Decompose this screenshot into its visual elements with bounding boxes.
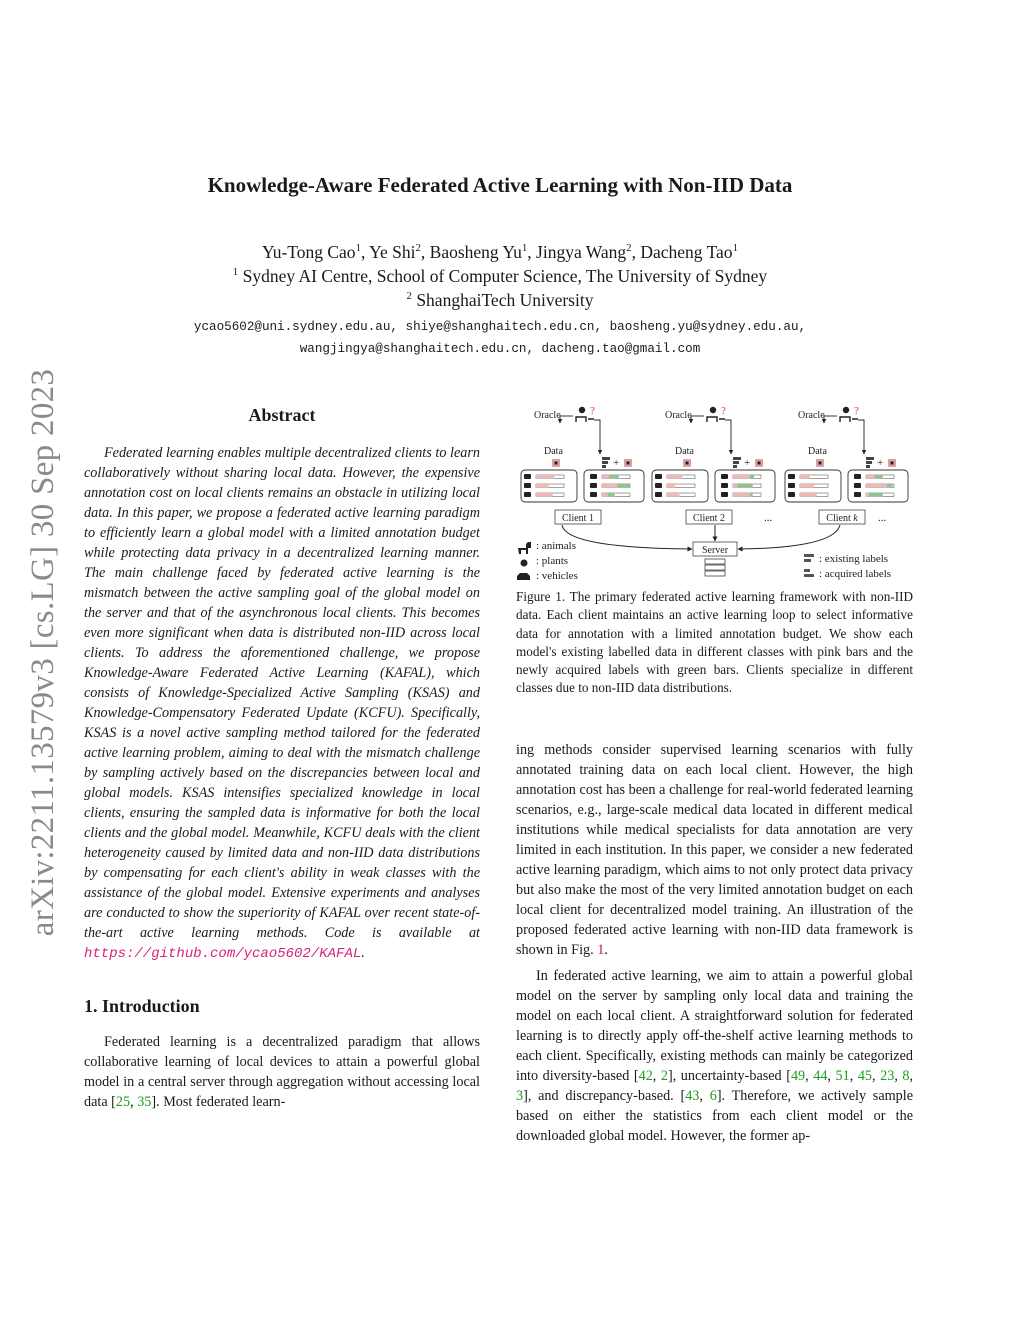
oracle-label: Oracle bbox=[798, 410, 825, 421]
oracle-icon bbox=[579, 407, 585, 413]
paper-title: Knowledge-Aware Federated Active Learning with Non-IID Data bbox=[207, 173, 793, 197]
lock-keyhole bbox=[555, 462, 558, 465]
lock-keyhole bbox=[758, 462, 761, 465]
figure-caption: Figure 1. The primary federated active learning framework with non-IID data. Each client maintains an active learning loop to select informative data for annotation with a limited annotation budget. We show each model's existing labelled data in different classes with pink bars and the newly acquired labels with green bars. Clients specialize in different classes due to non-IID data distributions. bbox=[516, 589, 913, 696]
acquired-label-bar bbox=[750, 493, 753, 496]
citation-link[interactable]: 3 bbox=[516, 1087, 524, 1104]
citation-link[interactable]: 43 bbox=[685, 1087, 700, 1104]
label-icon bbox=[733, 465, 737, 468]
author-block bbox=[0, 240, 1000, 312]
author-name: Baosheng Yu bbox=[429, 242, 522, 262]
email-line: wangjingya@shanghaitech.edu.cn, dacheng.tao@gmail.com bbox=[299, 342, 701, 356]
uncertainty-citations: 49, 44, 51, 45, 23, 8, 3 bbox=[516, 1067, 914, 1104]
vehicle-icon bbox=[590, 492, 597, 497]
author-name: Ye Shi bbox=[369, 242, 416, 262]
legend-right bbox=[804, 553, 891, 580]
email-line: ycao5602@uni.sydney.edu.au, shiye@shanghaitech.edu.cn, baosheng.yu@sydney.edu.au, bbox=[193, 320, 807, 334]
vehicle-icon bbox=[854, 492, 861, 497]
acquired-label-bar bbox=[617, 484, 630, 487]
existing-label-bar bbox=[667, 484, 675, 487]
animal-icon bbox=[788, 474, 795, 479]
vehicle-icon bbox=[788, 492, 795, 497]
existing-label-bar bbox=[667, 475, 682, 478]
client-label: Client 1 bbox=[562, 513, 594, 524]
existing-label-bar bbox=[602, 493, 608, 496]
author-affiliation-mark: 2 bbox=[415, 242, 421, 255]
vehicle-icon bbox=[517, 573, 530, 580]
label-icon bbox=[602, 457, 610, 460]
plus-sign: + bbox=[877, 457, 884, 469]
animal-icon bbox=[518, 542, 531, 554]
oracle-desk-icon bbox=[707, 417, 725, 422]
author-name: Jingya Wang bbox=[536, 242, 627, 262]
existing-label-bar bbox=[733, 475, 750, 478]
author-affiliation-mark: 2 bbox=[626, 242, 632, 255]
oracle-label: Oracle bbox=[534, 410, 561, 421]
animal-icon bbox=[590, 474, 597, 479]
author-name: Dacheng Tao bbox=[640, 242, 733, 262]
label-icon bbox=[602, 461, 608, 464]
existing-label-bar bbox=[667, 493, 680, 496]
plant-icon bbox=[854, 483, 861, 488]
citation-link[interactable]: 35 bbox=[137, 1094, 152, 1110]
author-affiliation-mark: 1 bbox=[355, 242, 361, 255]
acquired-label-bar bbox=[750, 475, 754, 478]
question-mark: ? bbox=[590, 405, 595, 417]
oracle-icon bbox=[710, 407, 716, 413]
author-emails bbox=[0, 316, 1000, 360]
existing-label-bar bbox=[602, 475, 609, 478]
intro-continued bbox=[516, 740, 913, 1146]
server-label: Server bbox=[701, 545, 729, 556]
plus-sign: + bbox=[744, 457, 751, 469]
citation-link[interactable]: 25 bbox=[115, 1094, 131, 1110]
vehicle-icon bbox=[524, 492, 531, 497]
author-affiliation-mark: 1 bbox=[521, 242, 528, 255]
question-mark: ? bbox=[721, 405, 726, 417]
code-link[interactable]: https://github.com/ycao5602/KAFAL bbox=[84, 946, 362, 962]
existing-label-bar bbox=[536, 484, 549, 487]
introduction-heading: 1. Introduction bbox=[84, 996, 200, 1016]
lock-keyhole bbox=[686, 462, 689, 465]
existing-label-bar bbox=[800, 475, 810, 478]
client-k-arrow bbox=[738, 525, 840, 549]
client-label: Client k bbox=[826, 513, 858, 524]
oracle-label: Oracle bbox=[665, 410, 692, 421]
framework-diagram bbox=[516, 402, 913, 582]
question-mark: ? bbox=[854, 405, 859, 417]
legend-acquired: : acquired labels bbox=[819, 568, 892, 580]
intro-paragraph: Federated learning is a decentralized paradigm that allows collaborative learning of local devices to attain a powerful global model in a central server through aggregation without accessing local data [25, 35]. Most federated learn- bbox=[84, 1034, 480, 1110]
lock-keyhole bbox=[819, 462, 822, 465]
legend-plants: : plants bbox=[536, 555, 569, 567]
affiliation-2: $^2$ ShanghaiTech University bbox=[406, 290, 594, 310]
left-column bbox=[84, 403, 480, 1112]
citation-link[interactable]: 49 bbox=[790, 1067, 806, 1084]
existing-label-bar bbox=[800, 484, 814, 487]
plant-icon bbox=[590, 483, 597, 488]
affiliation-1: $^1$ Sydney AI Centre, School of Computer Science, The University of Sydney bbox=[232, 266, 768, 286]
existing-label-bar bbox=[866, 475, 874, 478]
existing-label-bar bbox=[733, 493, 750, 496]
citation-link[interactable]: 51 bbox=[835, 1067, 850, 1084]
animal-icon bbox=[854, 474, 861, 479]
existing-label-bar bbox=[602, 484, 617, 487]
citation-link[interactable]: 2 bbox=[660, 1067, 668, 1084]
vehicle-icon bbox=[655, 492, 662, 497]
oracle-desk-icon bbox=[576, 417, 594, 422]
legend-left bbox=[517, 540, 578, 582]
body-paragraph: ing methods consider supervised learning scenarios with fully annotated training data on each local client. However, the high annotation cost has been a challenge for real-world federated learning scenarios, e.g., large-scale medical data located in different medical institutions while medical specialists for data annotation are very limited in each institution. In this paper, we consider a new federated active learning paradigm, which aims to not only protect data privacy but also make the most of the very limited annotation budget on each local client for decentralized model training. An illustration of the proposed federated active learning with non-IID data framework is shown in Fig. 1. bbox=[516, 741, 913, 958]
vehicle-icon bbox=[721, 492, 728, 497]
existing-label-bar bbox=[800, 493, 817, 496]
plant-icon bbox=[655, 483, 662, 488]
legend-animals: : animals bbox=[536, 540, 577, 552]
right-column bbox=[516, 402, 913, 1146]
acquired-icon bbox=[804, 569, 810, 572]
label-icon bbox=[866, 457, 874, 460]
animal-icon bbox=[655, 474, 662, 479]
plant-icon bbox=[788, 483, 795, 488]
abstract-heading: Abstract bbox=[248, 405, 316, 425]
acquired-label-bar bbox=[737, 484, 752, 487]
author-name: Yu-Tong Cao bbox=[262, 242, 356, 262]
citation-link[interactable]: 6 bbox=[709, 1087, 717, 1104]
animal-icon bbox=[721, 474, 728, 479]
figure-1 bbox=[516, 402, 913, 582]
data-label: Data bbox=[808, 446, 827, 457]
citation-link[interactable]: 44 bbox=[813, 1067, 828, 1084]
animal-icon bbox=[524, 474, 531, 479]
ellipsis: ... bbox=[764, 512, 773, 524]
arxiv-id: arXiv:2211.13579v3 [cs.LG] 30 Sep 2023 bbox=[25, 368, 62, 937]
plant-icon bbox=[524, 483, 531, 488]
acquired-label-bar bbox=[869, 493, 883, 496]
lock-keyhole bbox=[891, 462, 894, 465]
existing-label-bar bbox=[536, 475, 554, 478]
existing-label-bar bbox=[536, 493, 553, 496]
label-arrow bbox=[725, 420, 731, 454]
author-affiliation-mark: 1 bbox=[732, 242, 738, 255]
legend-vehicles: : vehicles bbox=[536, 570, 578, 582]
lock-keyhole bbox=[627, 462, 630, 465]
client-label: Client 2 bbox=[693, 513, 725, 524]
ellipsis: ... bbox=[878, 512, 887, 524]
citation-link[interactable]: 45 bbox=[857, 1067, 873, 1084]
author-names: Yu-Tong Cao$^1$, Ye Shi$^2$, Baosheng Yu$^1$, Jingya Wang$^2$, Dacheng Tao$^1$ bbox=[262, 242, 738, 262]
label-icon bbox=[866, 465, 870, 468]
plus-sign: + bbox=[613, 457, 620, 469]
acquired-label-bar bbox=[887, 484, 893, 487]
acquired-label-bar bbox=[874, 475, 882, 478]
abstract-text: Federated learning enables multiple decentralized clients to learn collaboratively without sharing local data. However, the expensive annotation cost on local clients remains an obstacle in utilizing local data. In this paper, we propose a federated active learning paradigm to efficiently learn a global model with a limited annotation budget while protecting data privacy in a decentralized learning manner. The main challenge faced by federated active learning is the mismatch between the active sampling goal of the global model on the server and that of the asynchronous local clients. This becomes even more significant when data is distributed non-IID across local clients. To address the aforementioned challenge, we propose Knowledge-Aware Federated Active Learning (KAFAL), which consists of Knowledge-Specialized Active Sampling (KSAS) and Knowledge-Compensatory Federated Update (KCFU). Specifically, KSAS is a novel active sampling method tailored for the federated active learning problem, aiming to deal with the mismatch challenge by sampling actively based on the discrepancies between local and global models. KSAS intensifies specialized knowledge in local clients, ensuring the sampled data is informative for both the local clients and the global model. Meanwhile, KCFU deals with the client heterogeneity caused by limited data and non-IID data distributions by compensating for each client's ability in weak classes with the assistance of the global model. Extensive experiments and analyses are conducted to show the superiority of KAFAL over recent state-of-the-art active learning methods. Code is available at https://github.com/ycao5602/KAFAL. bbox=[84, 445, 480, 962]
oracle-desk-icon bbox=[840, 417, 858, 422]
arxiv-stamp bbox=[18, 355, 70, 950]
label-arrow bbox=[594, 420, 600, 454]
existing-label-bar bbox=[866, 484, 887, 487]
acquired-label-bar bbox=[609, 475, 619, 478]
citation-link[interactable]: 8 bbox=[902, 1067, 910, 1084]
client-1-arrow bbox=[562, 525, 692, 549]
data-label: Data bbox=[544, 446, 563, 457]
existing-label-bar bbox=[866, 493, 869, 496]
label-icon bbox=[733, 457, 741, 460]
data-label: Data bbox=[675, 446, 694, 457]
legend-existing: : existing labels bbox=[819, 553, 889, 565]
citation-link[interactable]: 42 bbox=[638, 1067, 653, 1084]
citation-link[interactable]: 23 bbox=[880, 1067, 895, 1084]
body-paragraph: In federated active learning, we aim to attain a powerful global model on the server by sampling only local data and training the model on each local client. A straightforward solution for federated learning is to directly apply off-the-shelf active learning methods to each client. Specifically, existing methods can mainly be categorized into diversity-based [42, 2], uncertainty-based [49, 44, 51, 45, 23, 8, 3], and discrepancy-based. [43, 6]. Therefore, we actively sample based on either the statistics from each client model or the downloaded global model. However, the former ap- bbox=[516, 967, 914, 1144]
plant-icon bbox=[521, 560, 528, 567]
label-icon bbox=[602, 465, 606, 468]
figure-ref-link[interactable]: 1 bbox=[597, 941, 605, 958]
label-arrow bbox=[858, 420, 864, 454]
existing-icon bbox=[804, 554, 814, 557]
oracle-icon bbox=[843, 407, 849, 413]
acquired-label-bar bbox=[608, 493, 615, 496]
existing-label-bar bbox=[733, 484, 737, 487]
label-icon bbox=[733, 461, 739, 464]
label-icon bbox=[866, 461, 872, 464]
server-icon bbox=[705, 559, 725, 576]
plant-icon bbox=[721, 483, 728, 488]
